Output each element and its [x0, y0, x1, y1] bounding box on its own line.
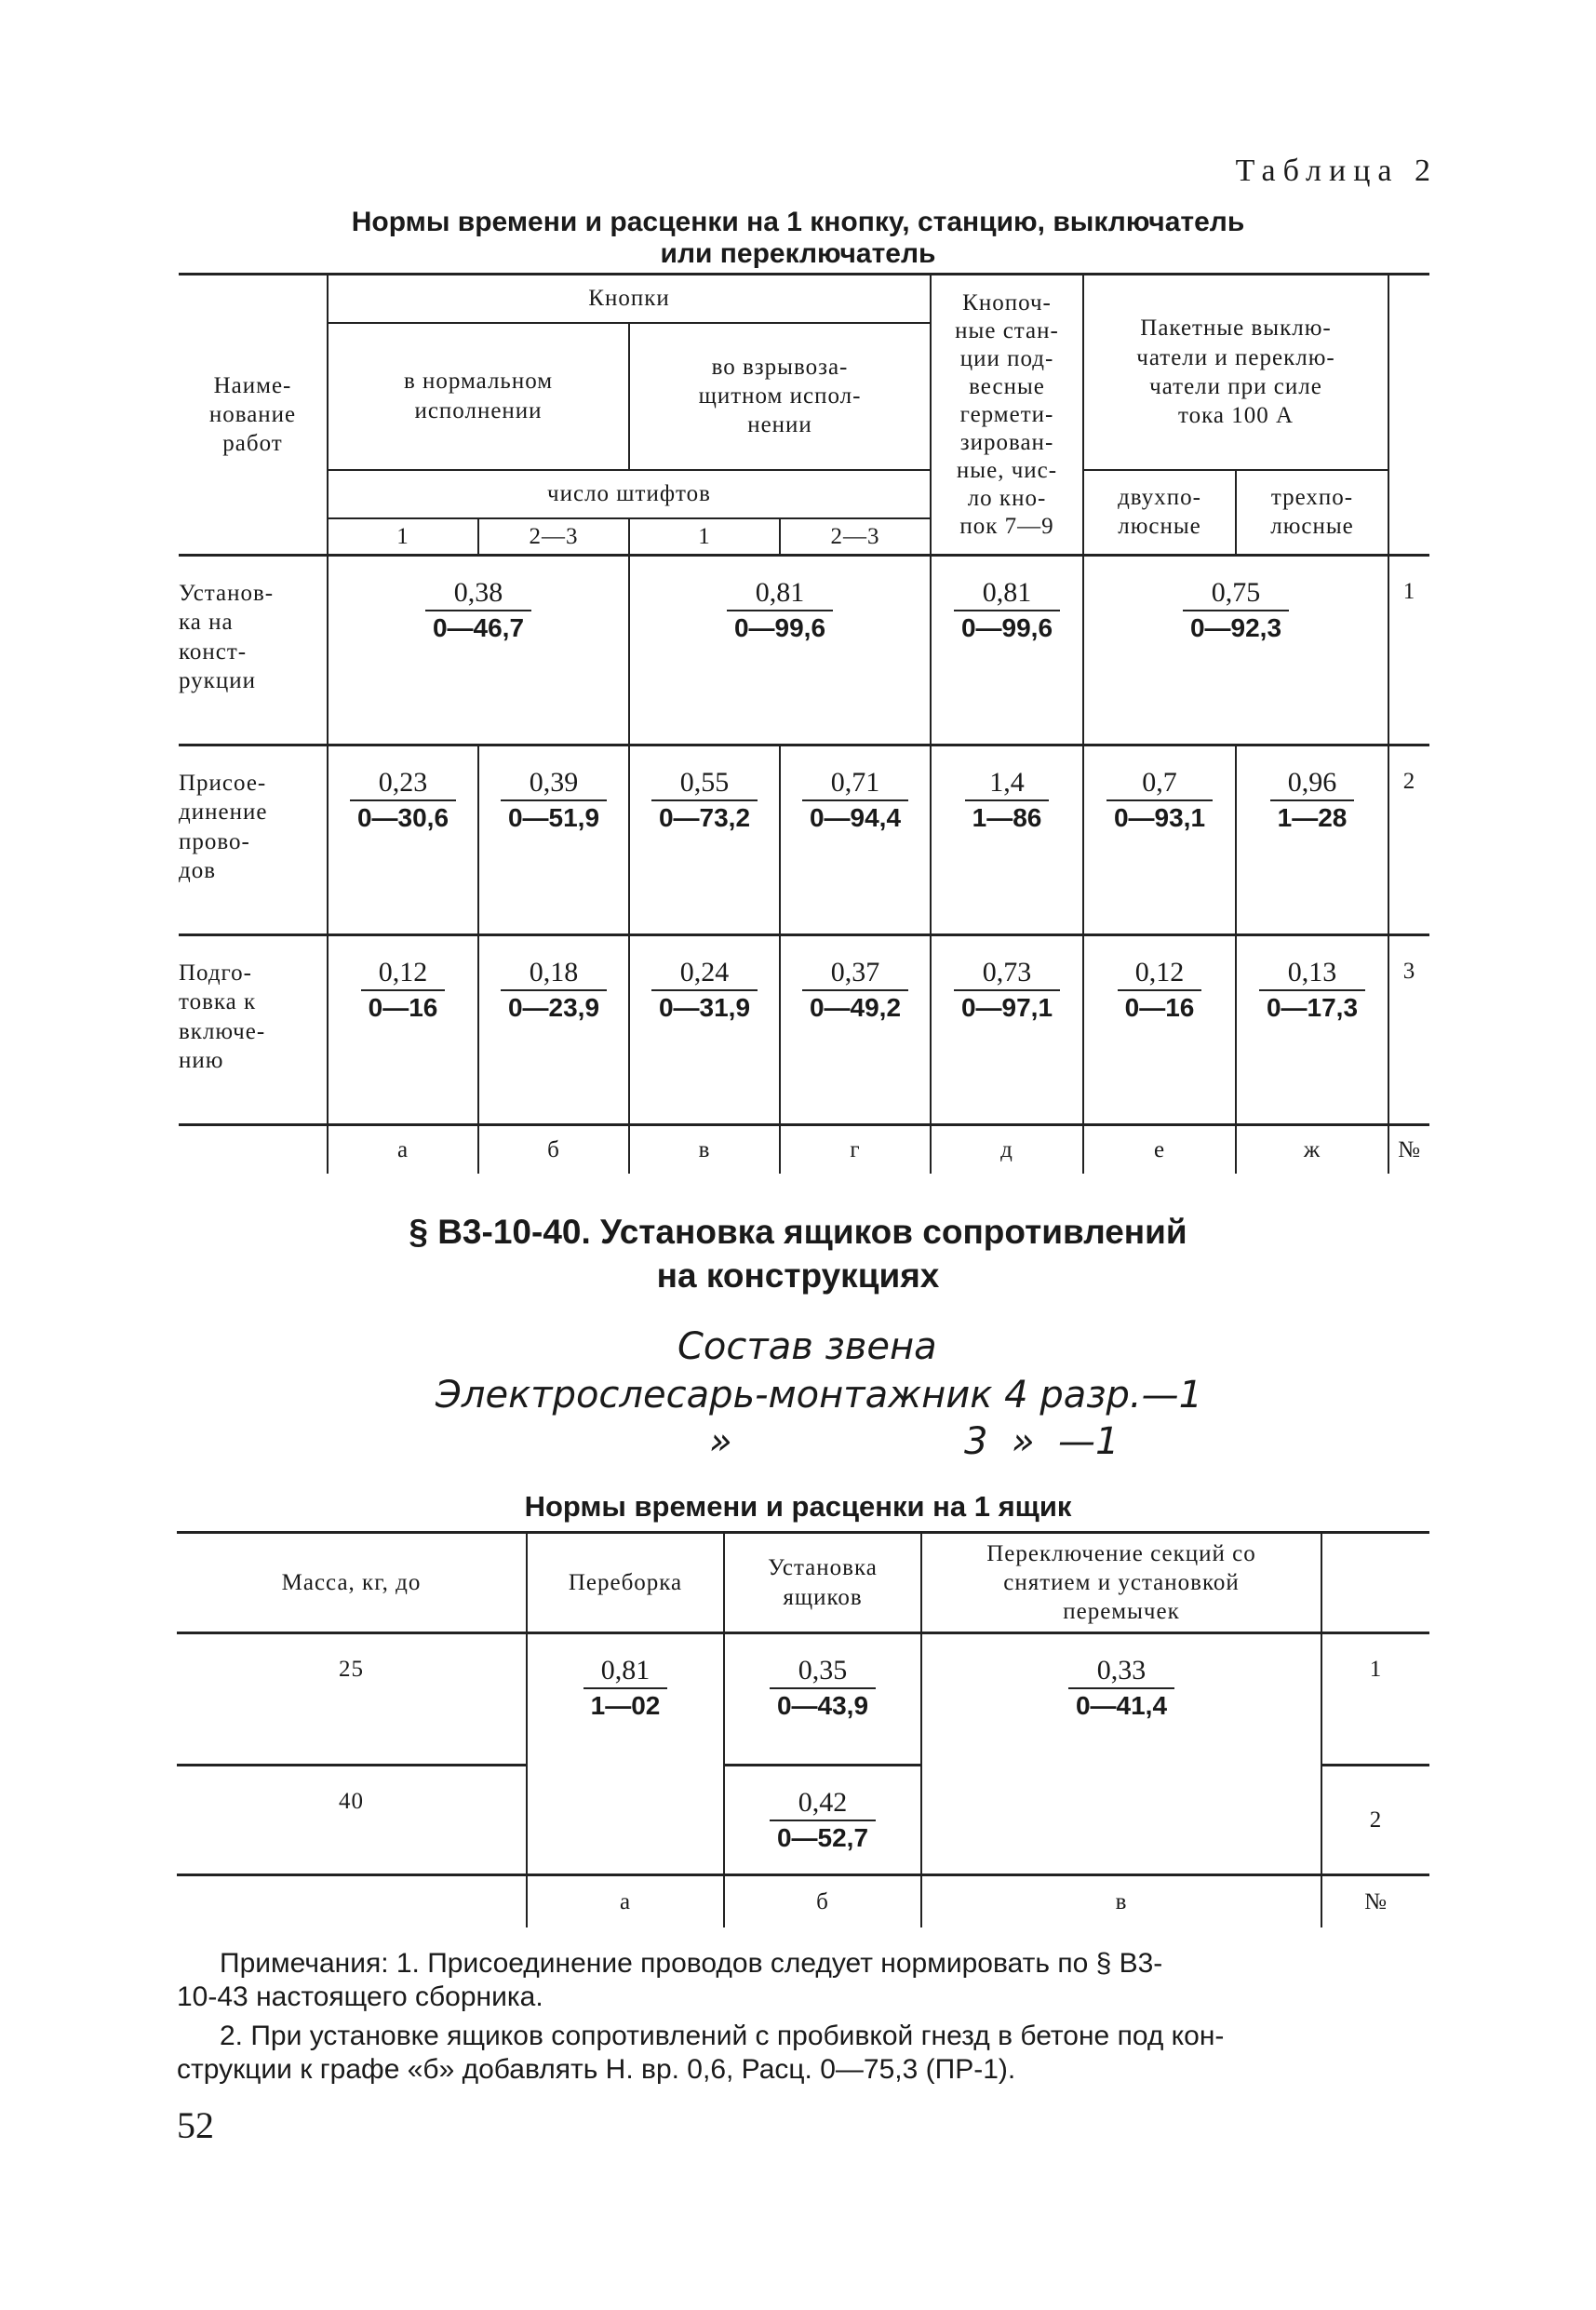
- column-letter: б: [478, 1125, 629, 1174]
- crew-title: Состав звена: [677, 1325, 937, 1368]
- mass-cell: 25: [177, 1633, 527, 1766]
- header-mass: Масса, кг, до: [177, 1533, 527, 1633]
- section-title: § В3-10-40. Установка ящиков сопротивлений: [409, 1213, 1187, 1251]
- column-letter: д: [931, 1125, 1083, 1174]
- norms-table-boxes: [177, 1531, 1429, 1927]
- column-letter: б: [724, 1875, 921, 1927]
- table-row: [179, 556, 1429, 745]
- row-name: Подго- товка к включе- нию: [179, 935, 328, 1125]
- column-letters-row: [179, 1125, 1429, 1174]
- value-cell: $\frac{0,55}{0—73,2}$: [629, 745, 780, 935]
- value-cell: $\frac{0,38}{0—46,7}$: [328, 556, 629, 745]
- row-number: 1: [1388, 556, 1429, 745]
- header-pins-1b: 1: [629, 518, 780, 556]
- header-packet-switches: Пакетные выклю- чатели и переклю- чатели при силе тока 100 А: [1083, 275, 1388, 470]
- row-number: 3: [1388, 935, 1429, 1125]
- note-1: Примечания: 1. Присоединение проводов следует нормировать по § В3-: [220, 1948, 1163, 1979]
- value-cell: $\frac{0,13}{0—17,3}$: [1236, 935, 1388, 1125]
- value-cell: $\frac{0,71}{0—94,4}$: [780, 745, 931, 935]
- header-three-pole: трехпо- люсные: [1236, 470, 1388, 556]
- header-pins-2-3: 2—3: [478, 518, 629, 556]
- header-buttons: Кнопки: [328, 275, 931, 323]
- header-install-boxes: Установка ящиков: [724, 1533, 921, 1633]
- table-row: [177, 1633, 1429, 1766]
- value-cell: $\frac{0,33}{0—41,4}$: [921, 1633, 1321, 1875]
- value-cell: $\frac{0,73}{0—97,1}$: [931, 935, 1083, 1125]
- table-caption-line2: или переключатель: [660, 238, 936, 269]
- crew-line-2: 3 » —1: [964, 1420, 1120, 1463]
- column-letter: в: [921, 1875, 1321, 1927]
- table-row: [179, 745, 1429, 935]
- header-work-name: Наиме- нование работ: [179, 275, 328, 556]
- value-cell: $\frac{0,39}{0—51,9}$: [478, 745, 629, 935]
- crew-line: Электрослесарь-монтажник 4 разр.—1: [436, 1374, 1203, 1417]
- note-1-cont: 10-43 настоящего сборника.: [177, 1981, 543, 2012]
- header-pins-1: 1: [328, 518, 478, 556]
- header-stations: Кнопоч- ные стан- ции под- весные гермети- зирован- ные, чис- ло кно- пок 7—9: [931, 275, 1083, 556]
- value-cell: $\frac{0,81}{0—99,6}$: [931, 556, 1083, 745]
- row-number: 1: [1321, 1633, 1429, 1766]
- section-title-line2: на конструкциях: [656, 1256, 940, 1295]
- column-letter: а: [328, 1125, 478, 1174]
- note-2: 2. При установке ящиков сопротивлений с пробивкой гнезд в бетоне под кон-: [220, 2021, 1225, 2051]
- value-cell: $\frac{0,37}{0—49,2}$: [780, 935, 931, 1125]
- header-explosion-proof: во взрывоза- щитном испол- нении: [629, 323, 931, 470]
- value-cell: $\frac{0,81}{0—99,6}$: [629, 556, 931, 745]
- value-cell: $\frac{0,42}{0—52,7}$: [724, 1766, 921, 1875]
- column-letter: ж: [1236, 1125, 1388, 1174]
- column-letters-row: [177, 1875, 1429, 1927]
- value-cell: $\frac{0,12}{0—16}$: [1083, 935, 1236, 1125]
- column-letter: е: [1083, 1125, 1236, 1174]
- column-number-sign: №: [1388, 1125, 1429, 1174]
- mass-cell: 40: [177, 1766, 527, 1875]
- value-cell: $\frac{0,35}{0—43,9}$: [724, 1633, 921, 1766]
- table-caption: Нормы времени и расценки на 1 кнопку, станцию, выключатель: [351, 207, 1245, 237]
- norms-table-buttons: [179, 273, 1429, 1174]
- crew-ditto: »: [709, 1420, 732, 1463]
- header-normal-execution: в нормальном исполнении: [328, 323, 629, 470]
- value-cell: $\frac{1,4}{1—86}$: [931, 745, 1083, 935]
- header-sorting: Переборка: [527, 1533, 724, 1633]
- table2-caption: Нормы времени и расценки на 1 ящик: [524, 1490, 1072, 1523]
- column-letter: г: [780, 1125, 931, 1174]
- value-cell: $\frac{0,7}{0—93,1}$: [1083, 745, 1236, 935]
- value-cell: $\frac{0,23}{0—30,6}$: [328, 745, 478, 935]
- column-letter: а: [527, 1875, 724, 1927]
- header-pin-count: число штифтов: [328, 470, 931, 518]
- value-cell: $\frac{0,12}{0—16}$: [328, 935, 478, 1125]
- row-number: 2: [1321, 1766, 1429, 1875]
- value-cell: $\frac{0,81}{1—02}$: [527, 1633, 724, 1875]
- header-section-switching: Переключение секций со снятием и установкой перемычек: [921, 1533, 1321, 1633]
- row-number: 2: [1388, 745, 1429, 935]
- page-number: 52: [177, 2104, 214, 2146]
- header-two-pole: двухпо- люсные: [1083, 470, 1236, 556]
- value-cell: $\frac{0,75}{0—92,3}$: [1083, 556, 1388, 745]
- table-label: Таблица 2: [1235, 154, 1438, 188]
- note-2-cont: струкции к графе «б» добавлять Н. вр. 0,6, Расц. 0—75,3 (ПР-1).: [177, 2054, 1016, 2085]
- value-cell: $\frac{0,96}{1—28}$: [1236, 745, 1388, 935]
- value-cell: $\frac{0,18}{0—23,9}$: [478, 935, 629, 1125]
- column-number-sign: №: [1321, 1875, 1429, 1927]
- value-cell: $\frac{0,24}{0—31,9}$: [629, 935, 780, 1125]
- column-letter: в: [629, 1125, 780, 1174]
- row-name: Присое- динение прово- дов: [179, 745, 328, 935]
- table-row: [179, 935, 1429, 1125]
- row-name: Установ- ка на конст- рукции: [179, 556, 328, 745]
- header-pins-2-3b: 2—3: [780, 518, 931, 556]
